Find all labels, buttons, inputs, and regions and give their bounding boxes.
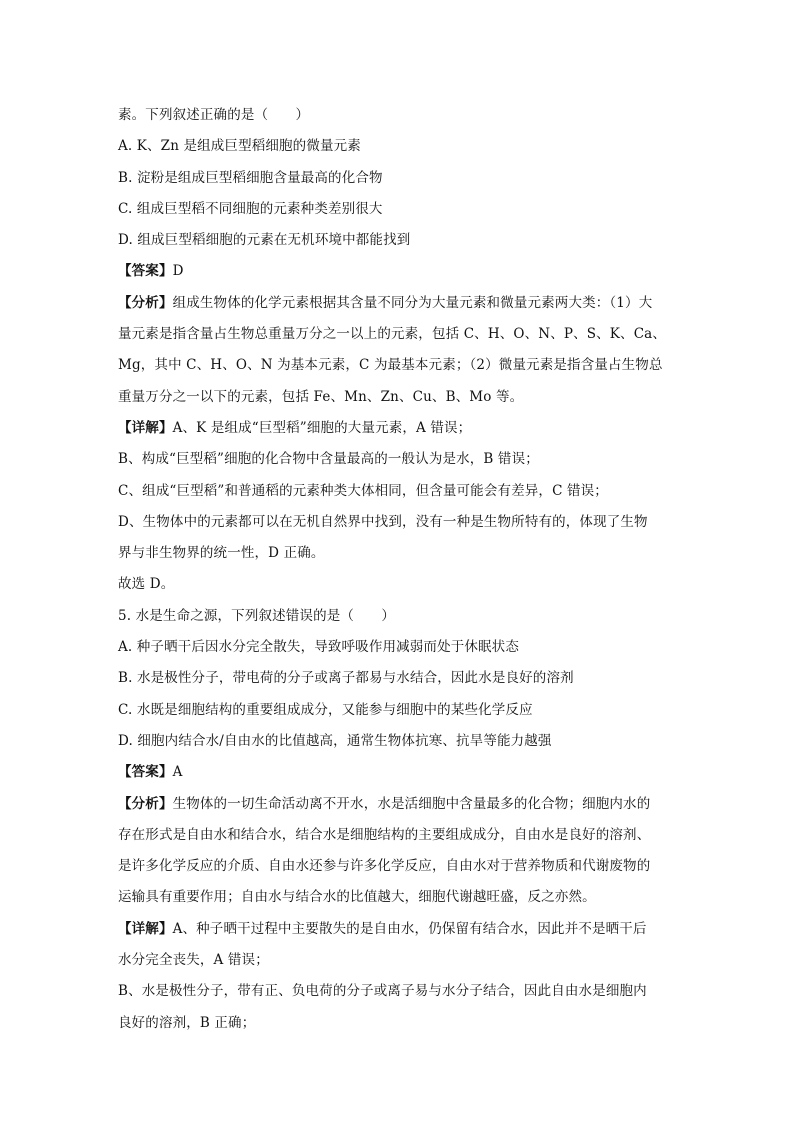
analysis-line: 【分析】组成生物体的化学元素根据其含量不同分为大量元素和微量元素两大类：（1）大 xyxy=(118,294,653,311)
detail-line: 界与非生物界的统一性，D 正确。 xyxy=(118,545,325,562)
detail-line: B、水是极性分子，带有正、负电荷的分子或离子易与水分子结合，因此自由水是细胞内 xyxy=(118,983,647,1000)
question-5-stem: 5. 水是生命之源，下列叙述错误的是（ ） xyxy=(118,607,395,624)
analysis-line: 【分析】生物体的一切生命活动离不开水，水是活细胞中含量最多的化合物；细胞内水的 xyxy=(118,795,651,812)
detail-tag: 【详解】 xyxy=(118,419,173,436)
detail-line: B、构成“巨型稻”细胞的化合物中含量最高的一般认为是水，B 错误； xyxy=(118,451,539,468)
detail-line: C、组成“巨型稻”和普通稻的元素种类大体相同，但含量可能会有差异，C 错误； xyxy=(118,482,608,499)
analysis-line: 存在形式是自由水和结合水，结合水是细胞结构的主要组成成分，自由水是良好的溶剂、 xyxy=(118,826,651,843)
detail-line: 良好的溶剂，B 正确； xyxy=(118,1014,256,1031)
analysis-line: 是许多化学反应的介质、自由水还参与许多化学反应，自由水对于营养物质和代谢废物的 xyxy=(118,858,651,875)
analysis-line: Mg，其中 C、H、O、N 为基本元素，C 为最基本元素；（2）微量元素是指含量占生物总 xyxy=(118,357,663,374)
detail-tag: 【详解】 xyxy=(118,920,173,937)
document-page xyxy=(118,100,678,1039)
analysis-line: 量元素是指含量占生物总重量万分之一以上的元素，包括 C、H、O、N、P、S、K、Ca、 xyxy=(118,326,667,343)
question-stem-tail: 素。下列叙述正确的是（ ） xyxy=(118,107,310,123)
detail-line: 水分完全丧失，A 错误； xyxy=(118,952,269,969)
analysis-tag: 【分析】 xyxy=(118,294,173,311)
detail-line: 【详解】A、K 是组成“巨型稻”细胞的大量元素，A 错误； xyxy=(118,419,472,436)
analysis-line: 重量万分之一以下的元素，包括 Fe、Mn、Zn、Cu、B、Mo 等。 xyxy=(118,388,524,405)
option-d: D. 组成巨型稻细胞的元素在无机环境中都能找到 xyxy=(118,232,411,249)
option-c: C. 组成巨型稻不同细胞的元素种类差别很大 xyxy=(118,200,383,217)
answer-tag: 【答案】 xyxy=(118,764,173,781)
option-b: B. 淀粉是组成巨型稻细胞含量最高的化合物 xyxy=(118,169,383,186)
option-b: B. 水是极性分子，带电荷的分子或离子都易与水结合，因此水是良好的溶剂 xyxy=(118,670,574,687)
detail-line: 【详解】A、种子晒干过程中主要散失的是自由水，仍保留有结合水，因此并不是晒干后 xyxy=(118,920,647,937)
option-d: D. 细胞内结合水/自由水的比值越高，通常生物体抗寒、抗旱等能力越强 xyxy=(118,732,552,749)
analysis-line: 运输具有重要作用；自由水与结合水的比值越大，细胞代谢越旺盛，反之亦然。 xyxy=(118,889,596,906)
option-a: A. 种子晒干后因水分完全散失，导致呼吸作用减弱而处于休眠状态 xyxy=(118,639,519,656)
answer-tag: 【答案】 xyxy=(118,263,173,280)
analysis-tag: 【分析】 xyxy=(118,795,173,812)
detail-line: D、生物体中的元素都可以在无机自然界中找到，没有一种是生物所特有的，体现了生物 xyxy=(118,513,648,530)
answer-line: 【答案】D xyxy=(118,263,184,280)
option-a: A. K、Zn 是组成巨型稻细胞的微量元素 xyxy=(118,138,361,155)
conclusion-line: 故选 D。 xyxy=(118,576,175,593)
answer-line: 【答案】A xyxy=(118,764,183,781)
option-c: C. 水既是细胞结构的重要组成成分，又能参与细胞中的某些化学反应 xyxy=(118,701,533,718)
